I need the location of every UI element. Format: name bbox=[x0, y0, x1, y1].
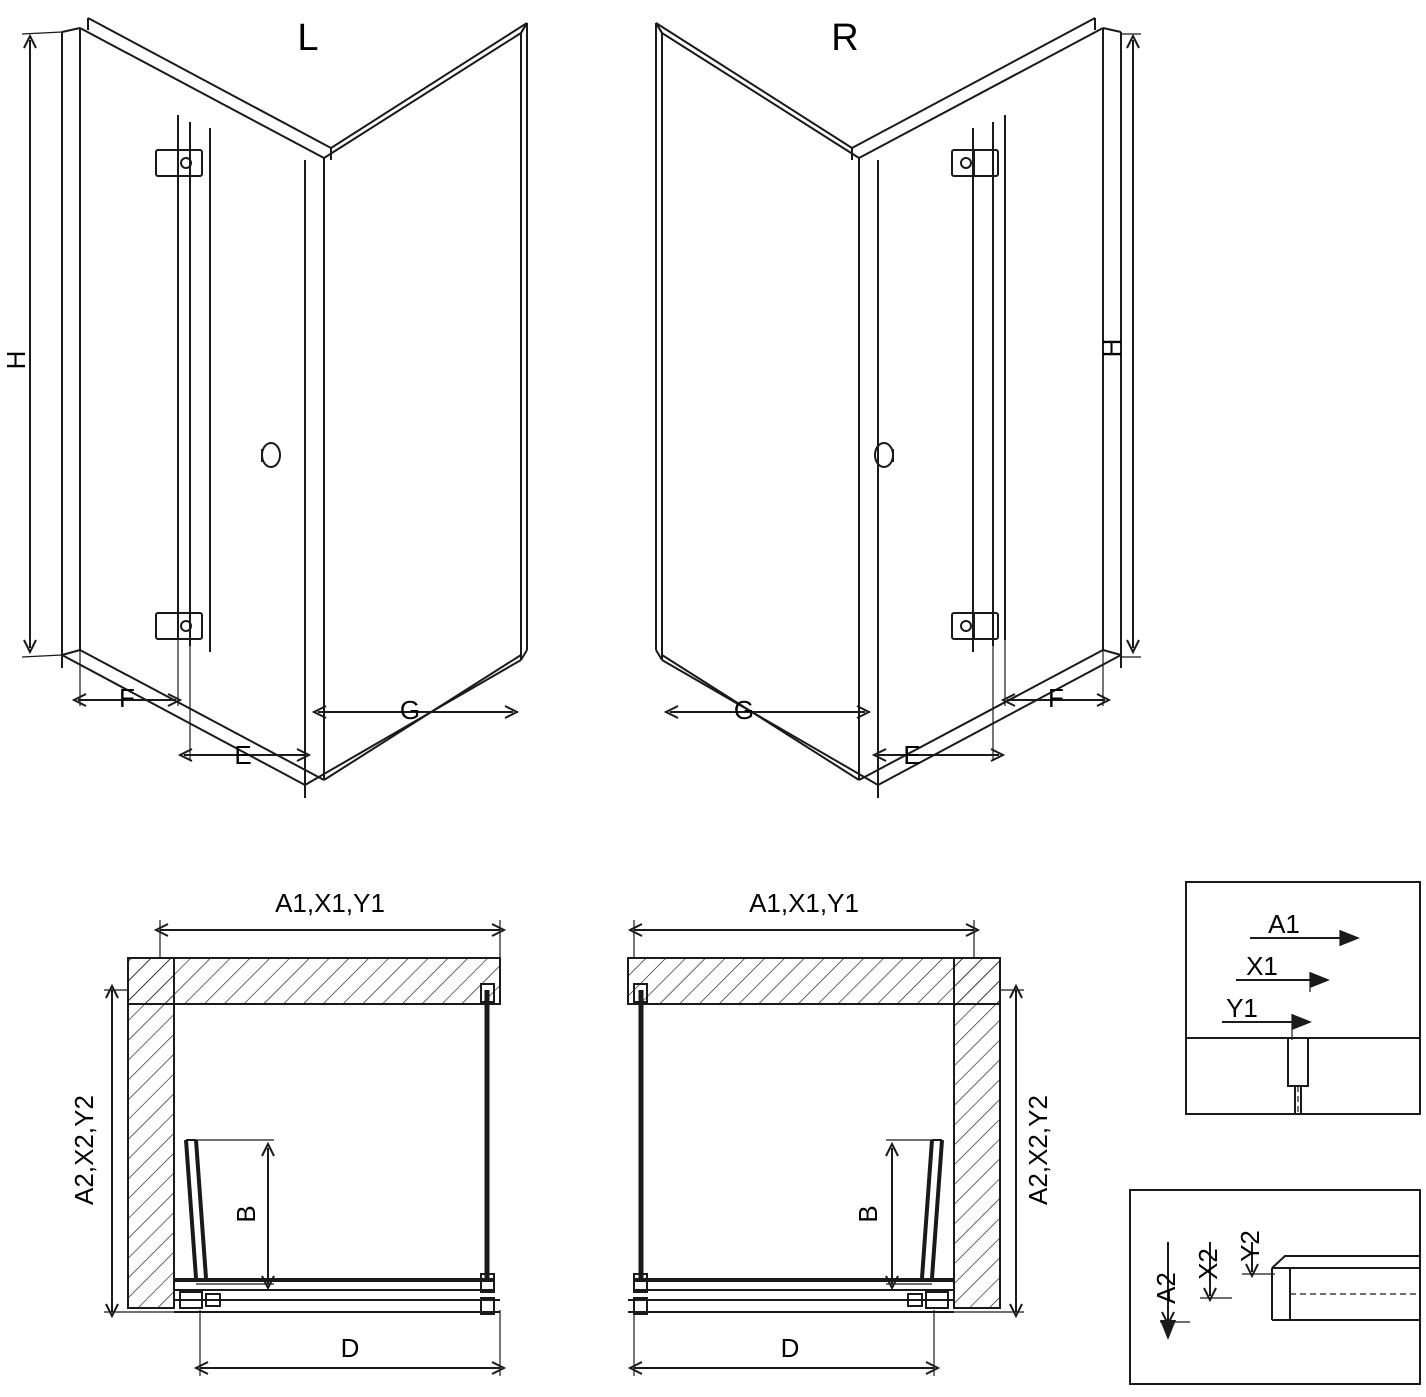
iso-view-right bbox=[656, 18, 1141, 798]
dim-e-right: E bbox=[903, 739, 921, 770]
dim-g-left: G bbox=[399, 694, 421, 725]
plan-view-right bbox=[628, 920, 1024, 1376]
detail-dim-y2: Y2 bbox=[1234, 1230, 1265, 1262]
detail-dim-x2: X2 bbox=[1192, 1248, 1223, 1280]
dim-a2x2y2-left: A2,X2,Y2 bbox=[68, 1095, 99, 1205]
dim-a1x1y1-left: A1,X1,Y1 bbox=[275, 887, 385, 918]
dim-d-right: D bbox=[780, 1332, 800, 1363]
detail-dim-a2: A2 bbox=[1150, 1272, 1181, 1304]
plan-view-left bbox=[104, 920, 504, 1376]
detail-view-top bbox=[1186, 882, 1420, 1114]
dim-a1x1y1-right: A1,X1,Y1 bbox=[749, 887, 859, 918]
label-view-right: R bbox=[831, 17, 859, 60]
detail-dim-a1: A1 bbox=[1268, 908, 1300, 939]
dim-e-left: E bbox=[234, 739, 252, 770]
iso-view-left bbox=[22, 18, 527, 798]
dim-b-right: B bbox=[852, 1205, 883, 1223]
detail-dim-y1: Y1 bbox=[1226, 992, 1258, 1023]
dim-h-left: H bbox=[0, 350, 31, 370]
dim-h-right: H bbox=[1096, 338, 1127, 358]
detail-dim-x1: X1 bbox=[1246, 950, 1278, 981]
dim-a2x2y2-right: A2,X2,Y2 bbox=[1022, 1095, 1053, 1205]
dim-f-right: F bbox=[1048, 682, 1064, 713]
label-view-left: L bbox=[297, 17, 319, 60]
dim-b-left: B bbox=[230, 1205, 261, 1223]
dim-f-left: F bbox=[119, 682, 135, 713]
dim-d-left: D bbox=[340, 1332, 360, 1363]
dim-g-right: G bbox=[733, 694, 755, 725]
